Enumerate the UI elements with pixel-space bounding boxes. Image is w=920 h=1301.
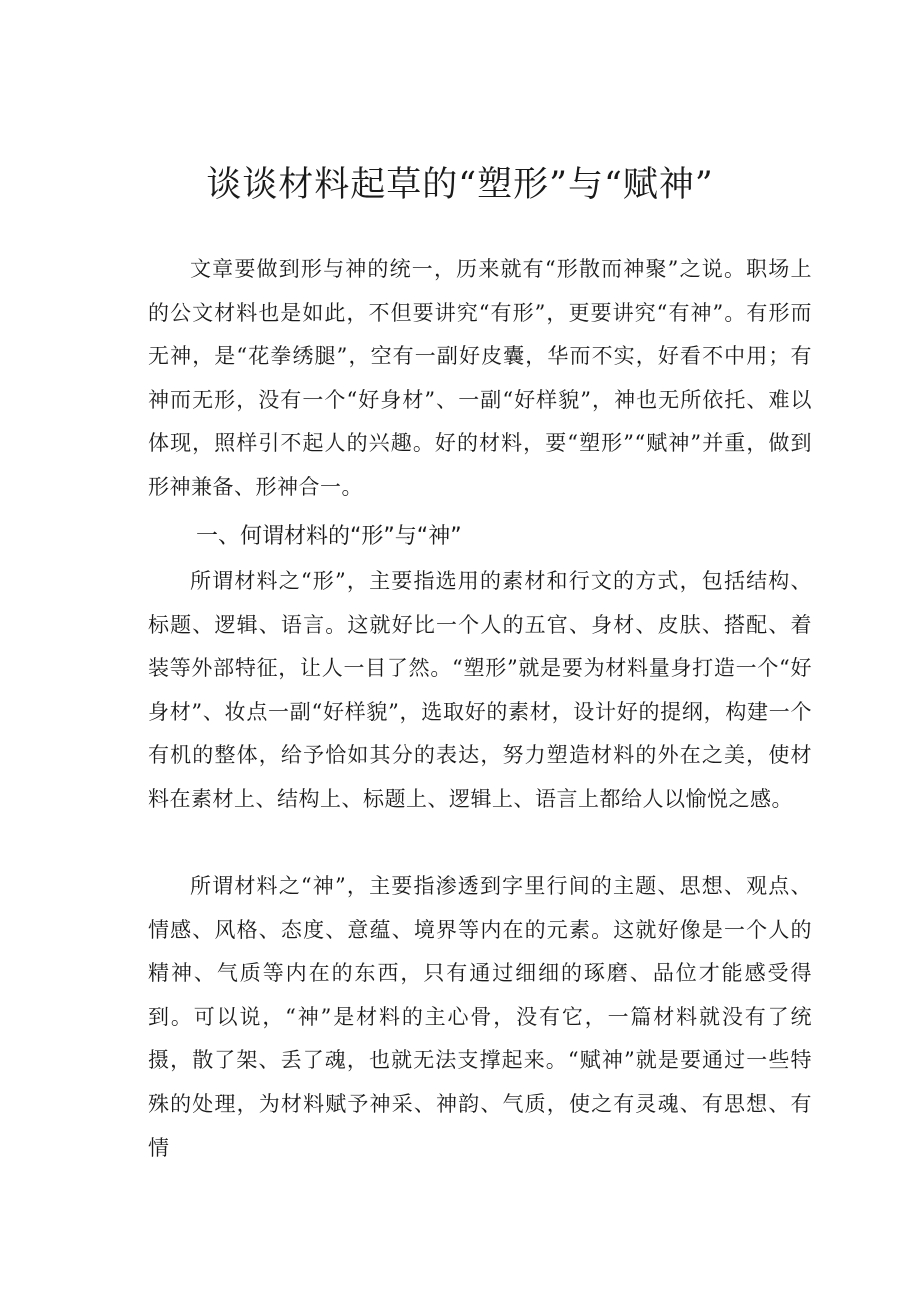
- document-title: 谈谈材料起草的“塑形”与“赋神”: [206, 165, 714, 205]
- paragraph-intro: 文章要做到形与神的统一，历来就有“形散而神聚”之说。职场上的公文材料也是如此，不但要讲究“有形”，更要讲究“有神”。有形而无神，是“花拳绣腿”，空有一副好皮囊，华而不实，好看不中用；有神而无形，没有一个“好身材”、一副“好样貌”，神也无所依托、难以体现，照样引不起人的兴趣。好的材料，要“塑形”“赋神”并重，做到形神兼备、形神合一。: [148, 257, 812, 499]
- section-heading: 一、何谓材料的“形”与“神”: [196, 524, 462, 549]
- paragraph-form: 所谓材料之“形”，主要指选用的素材和行文的方式，包括结构、标题、逻辑、语言。这就好比一个人的五官、身材、皮肤、搭配、着装等外部特征，让人一目了然。“塑形”就是要为材料量身打造一个“好身材”、妆点一副“好样貌”，选取好的素材，设计好的提纲，构建一个有机的整体，给予恰如其分的表达，努力塑造材料的外在之美，使材料在素材上、结构上、标题上、逻辑上、语言上都给人以愉悦之感。: [148, 569, 812, 811]
- paragraph-spirit: 所谓材料之“神”，主要指渗透到字里行间的主题、思想、观点、情感、风格、态度、意蕴、境界等内在的元素。这就好像是一个人的精神、气质等内在的东西，只有通过细细的琢磨、品位才能感受得到。可以说，“神”是材料的主心骨，没有它，一篇材料就没有了统摄，散了架、丢了魂，也就无法支撑起来。“赋神”就是要通过一些特殊的处理，为材料赋予神采、神韵、气质，使之有灵魂、有思想、有情: [148, 874, 812, 1160]
